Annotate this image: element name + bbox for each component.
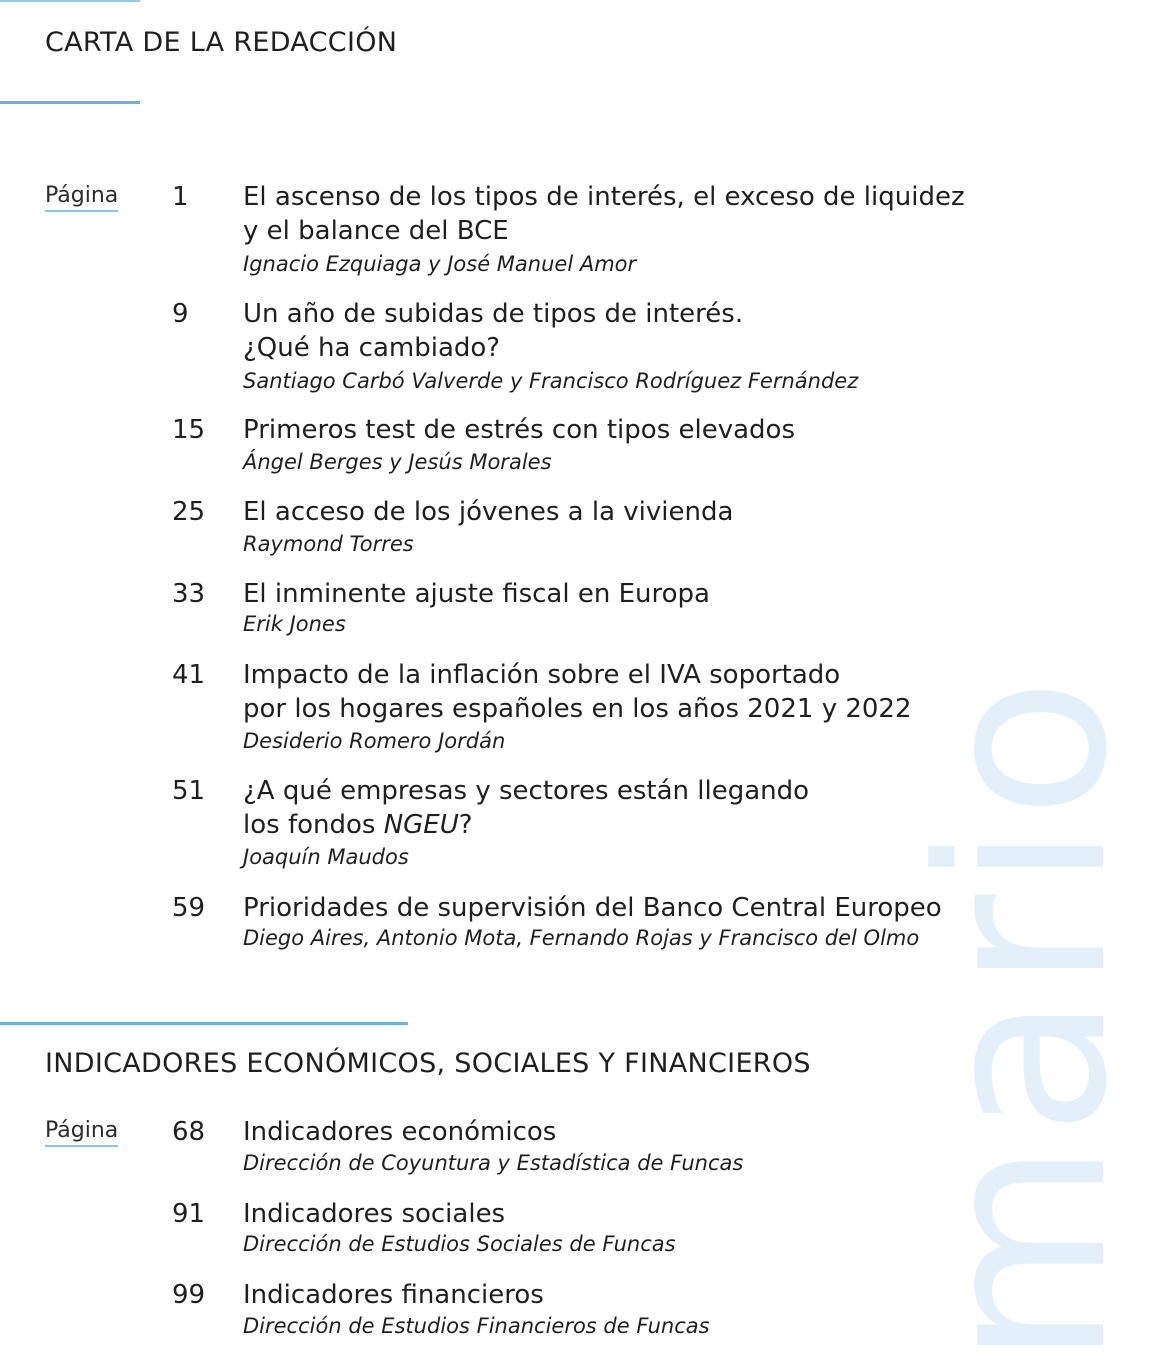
entry-page-number: 25 [172,497,206,527]
title-line: El inminente ajuste fiscal en Europa [243,579,710,609]
entry-page-number: 59 [172,893,206,923]
watermark-text: mario [891,671,1158,1366]
section-title-indicadores: INDICADORES ECONÓMICOS, SOCIALES Y FINANCIEROS [45,1048,811,1079]
entry-author: Dirección de Estudios Financieros de Funcas [243,1314,710,1338]
title-line: Indicadores económicos [243,1117,557,1147]
pagina-label: Página [45,183,118,212]
title-line: Impacto de la inflación sobre el IVA soportado [243,660,841,690]
title-line: ¿A qué empresas y sectores están llegando [243,776,810,806]
entry-author: Desiderio Romero Jordán [243,729,506,753]
entry-page-number: 15 [172,415,206,445]
title-line: Indicadores sociales [243,1199,506,1229]
entry-author: Joaquín Maudos [243,845,409,869]
entry-title[interactable] [243,1115,1055,1149]
pagina-label: Página [45,1118,118,1147]
entry-page-number: 51 [172,776,206,806]
entry-author: Ángel Berges y Jesús Morales [243,450,552,474]
entry-page-number: 68 [172,1117,206,1147]
entry-author: Dirección de Coyuntura y Estadística de Funcas [243,1151,744,1175]
entry-title[interactable] [243,413,1055,447]
title-text: los fondos [243,810,384,840]
title-line: El ascenso de los tipos de interés, el exceso de liquidez [243,182,965,212]
title-line: ¿Qué ha cambiado? [243,333,501,363]
entry-page-number: 33 [172,579,206,609]
entry-author: Dirección de Estudios Sociales de Funcas [243,1232,676,1256]
entry-author: Raymond Torres [243,532,414,556]
title-line: por los hogares españoles en los años 2021 y 2022 [243,694,912,724]
title-line: El acceso de los jóvenes a la vivienda [243,497,734,527]
entry-page-number: 41 [172,660,206,690]
entry-page-number: 91 [172,1199,206,1229]
title-line: Prioridades de supervisión del Banco Central Europeo [243,893,942,923]
title-line: Primeros test de estrés con tipos elevados [243,415,795,445]
section-title-carta: CARTA DE LA REDACCIÓN [45,27,398,58]
section1-rule [0,101,140,104]
title-line: Indicadores financieros [243,1280,544,1310]
section2-rule [0,1022,408,1025]
entry-title[interactable] [243,577,1055,611]
title-line [243,808,1055,842]
entry-title[interactable] [243,1197,1055,1231]
entry-title[interactable] [243,495,1055,529]
title-emphasis: NGEU [383,810,459,840]
title-line: y el balance del BCE [243,216,509,246]
entry-title[interactable] [243,774,1055,842]
entry-author: Santiago Carbó Valverde y Francisco Rodríguez Fernández [243,369,859,393]
entry-author: Erik Jones [243,612,346,636]
entry-page-number: 99 [172,1280,206,1310]
entry-author: Diego Aires, Antonio Mota, Fernando Rojas y Francisco del Olmo [243,926,920,950]
entry-author: Ignacio Ezquiaga y José Manuel Amor [243,252,637,276]
top-rule [0,0,140,2]
entry-page-number: 1 [172,182,189,212]
entry-page-number: 9 [172,299,189,329]
entry-title[interactable] [243,297,1055,365]
title-line: Un año de subidas de tipos de interés. [243,299,744,329]
entry-title[interactable] [243,891,1055,925]
entry-title[interactable] [243,658,1055,726]
entry-title[interactable] [243,1278,1055,1312]
title-text: ? [458,810,473,840]
entry-title[interactable] [243,180,1055,248]
